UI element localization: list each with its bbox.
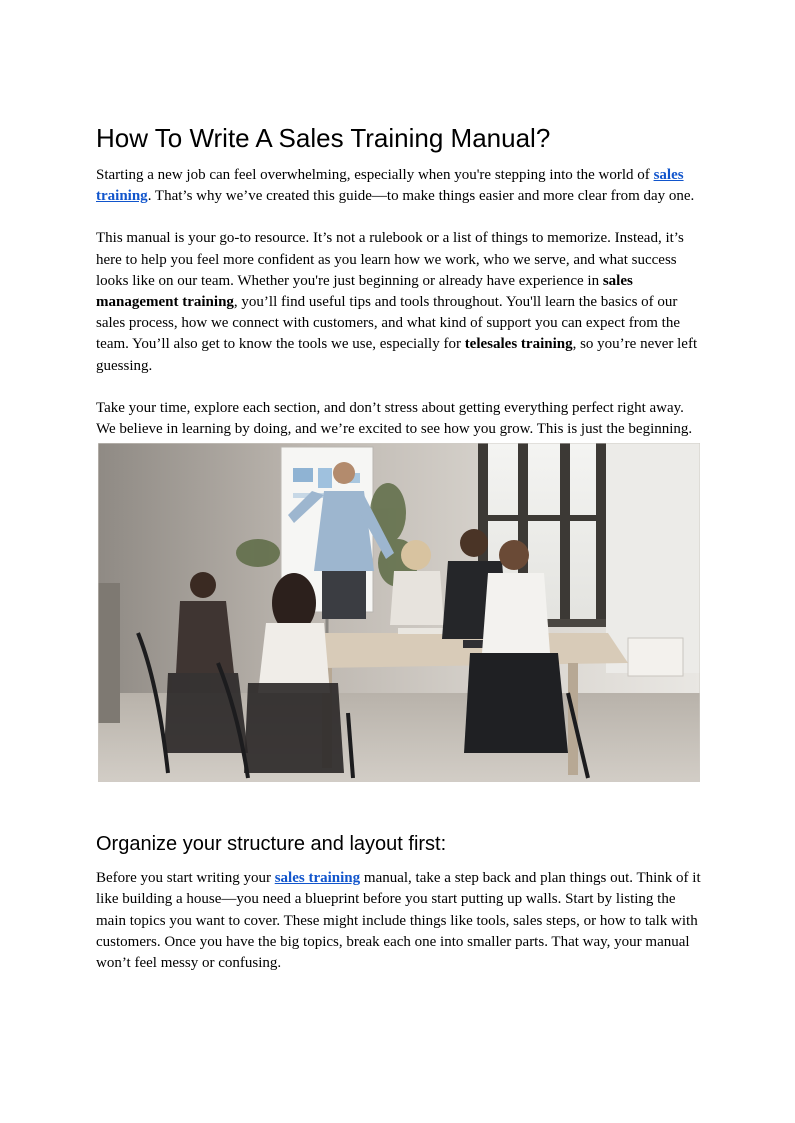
page-title: How To Write A Sales Training Manual? bbox=[96, 123, 551, 153]
sales-training-link[interactable]: sales training bbox=[96, 167, 684, 205]
intro-p2-text-a: This manual is your go-to resource. It’s not a rulebook or a list of things to memorize. Instead, it’s here to help you feel more confident as you learn how we work, who we serve, and what success looks like on our team. Whether you're just beginning or already have experience in bbox=[96, 230, 684, 289]
section-p1-text-a: Before you start writing your bbox=[96, 870, 275, 887]
intro-paragraph-2 bbox=[96, 228, 702, 376]
intro-p2-text-c: , so you’re never left guessing. bbox=[96, 336, 698, 374]
section-heading: Organize your structure and layout first: bbox=[96, 833, 447, 856]
intro-p1-text-a: Starting a new job can feel overwhelming, especially when you're stepping into the world of bbox=[96, 167, 654, 183]
sales-meeting-photo bbox=[98, 443, 700, 782]
intro-paragraph-1 bbox=[96, 165, 702, 207]
intro-p2-text-b: , you’ll find useful tips and tools throughout. You'll learn the basics of our sales process, how we connect with customers, and what kind of support you can expect from the team. You’ll also get to know the tools we use, especially for bbox=[96, 294, 681, 353]
bold-sales-management-training: sales management training bbox=[96, 272, 633, 311]
intro-paragraph-3: Take your time, explore each section, and don’t stress about getting everything perfect right away. We believe in learning by doing, and we’re excited to see how you grow. This is just the beginning. bbox=[96, 399, 693, 438]
bold-telesales-training: telesales training bbox=[464, 336, 573, 353]
photo-column bbox=[98, 583, 120, 723]
section-paragraph-1 bbox=[96, 868, 702, 974]
section-p1-text-b: manual, take a step back and plan things out. Think of it like building a house—you need a blueprint before you start putting up walls. Start by listing the main topics you want to cover. These might include things like tools, sales steps, or how to talk with customers. Once you have the big topics, break each one into smaller parts. That way, your manual won’t feel messy or confusing. bbox=[96, 870, 701, 972]
document-body bbox=[96, 121, 702, 974]
sales-training-link-2[interactable]: sales training bbox=[274, 870, 361, 887]
section-organize-structure bbox=[96, 830, 702, 974]
intro-p1-text-b: . That’s why we’ve created this guide—to make things easier and more clear from day one. bbox=[147, 188, 695, 205]
